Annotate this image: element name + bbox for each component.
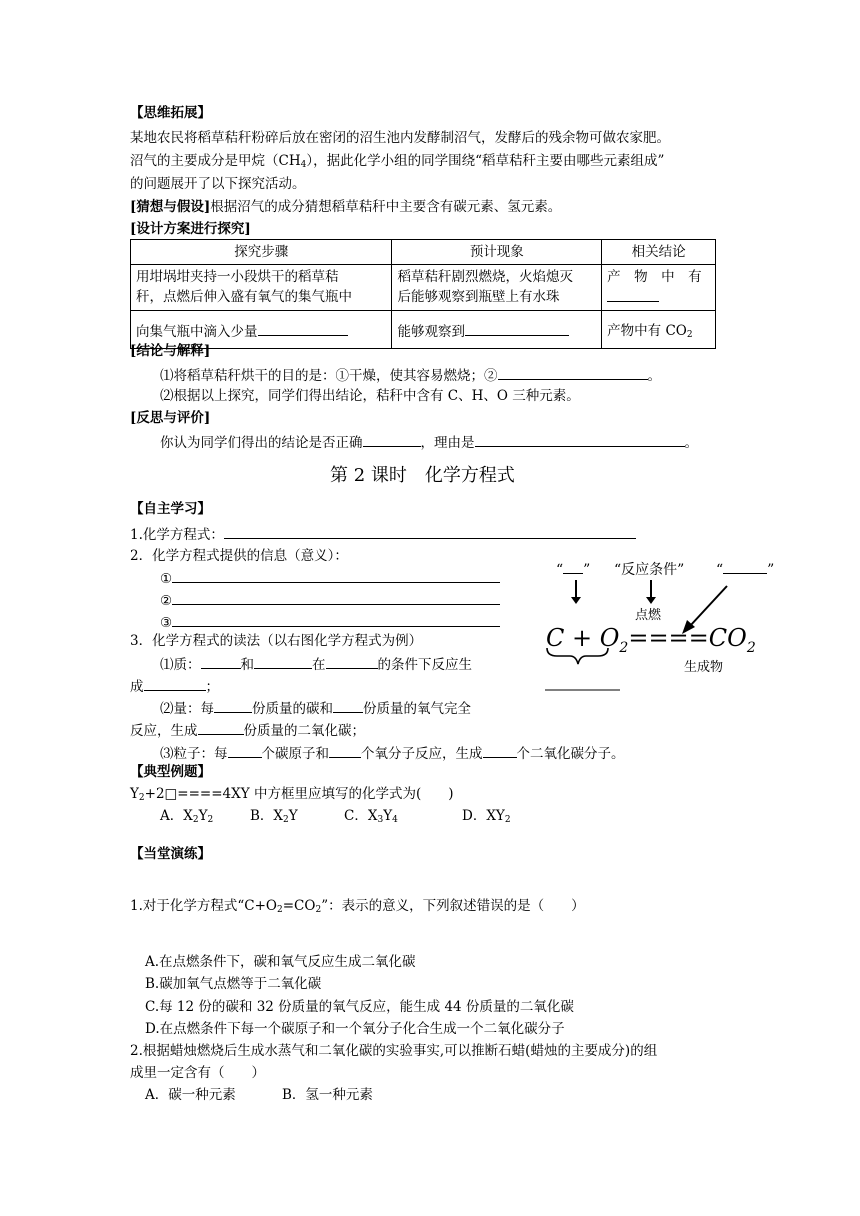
practice-q1-option-d[interactable]: D.在点燃条件下每一个碳原子和一个氧分子化合生成一个二氧化碳分子: [145, 1021, 565, 1037]
reflection-text: 你认为同学们得出的结论是否正确 ，理由是 。: [160, 432, 698, 452]
intro-line-1: 某地农民将稻草秸秆粉碎后放在密闭的沼生池内发酵制沼气，发酵后的残余物可做农家肥。: [130, 130, 670, 146]
example-option-d[interactable]: D．$XY_2$: [462, 808, 511, 825]
design-label: [设计方案进行探究]: [130, 221, 251, 237]
practice-q2-line-2: 成里一定含有（ ）: [130, 1065, 265, 1081]
blank-line[interactable]: [254, 654, 312, 669]
table-cell: 能够观察到: [392, 311, 602, 349]
example-option-a[interactable]: A．$X_2Y_2$: [160, 808, 214, 825]
table-header-row: [131, 240, 716, 265]
blank-line[interactable]: [329, 743, 361, 758]
section-heading-thinking: 【思维拓展】: [130, 105, 211, 121]
table-row: [131, 265, 716, 311]
intro-line-3: 的问题展开了以下探究活动。: [130, 176, 306, 192]
label-plus: “ ”: [556, 562, 591, 578]
blank-line[interactable]: [144, 676, 206, 691]
blank-line[interactable]: [258, 321, 348, 336]
reading-particles: ⑶粒子：每 个碳原子和 个氧分子反应，生成 个二氧化碳分子。: [160, 743, 625, 763]
blank-line[interactable]: [228, 743, 262, 758]
product-label: 生成物: [684, 660, 724, 675]
blank-line[interactable]: [498, 365, 648, 380]
blank-line[interactable]: [172, 612, 500, 627]
self-study-q3: 3．化学方程式的读法（以右图化学方程式为例）: [130, 633, 423, 649]
conclusion-1: ⑴将稻草秸秆烘干的目的是：①干燥，使其容易燃烧；② 。: [160, 365, 661, 385]
blank-line[interactable]: [214, 698, 252, 713]
section-heading-self-study: 【自主学习】: [130, 501, 211, 517]
conclusion-label: [结论与解释]: [130, 343, 211, 359]
blank-line[interactable]: [224, 524, 636, 539]
label-blank: “ ”: [716, 562, 775, 578]
experiment-table: [130, 239, 716, 349]
practice-q1-option-c[interactable]: C.每 12 份的碳和 32 份质量的氧气反应，能生成 44 份质量的二氧化碳: [145, 999, 574, 1015]
blank-line[interactable]: [363, 432, 421, 447]
practice-q1-option-b[interactable]: B.碳加氧气点燃等于二氧化碳: [145, 976, 322, 992]
label-condition: “反应条件”: [614, 562, 685, 578]
meaning-3: ③: [160, 612, 500, 632]
table-cell: 向集气瓶中滴入少量: [131, 311, 392, 349]
blank-line[interactable]: [172, 568, 500, 583]
reading-quality-cont: 成 ；: [130, 676, 219, 696]
blank-line[interactable]: [333, 698, 363, 713]
blank-line[interactable]: [483, 743, 517, 758]
condition-label: 点燃: [635, 608, 662, 623]
practice-q1-option-a[interactable]: A.在点燃条件下，碳和氧气反应生成二氧化碳: [145, 954, 416, 970]
reflection-label: [反思与评价]: [130, 410, 211, 426]
table-header: 相关结论: [602, 240, 716, 265]
table-row: [131, 311, 716, 349]
table-cell: 产 物 中 有: [602, 265, 716, 311]
hypothesis: [猜想与假设]根据沼气的成分猜想稻草秸秆中主要含有碳元素、氢元素。: [130, 199, 562, 215]
lesson-title: 第 2 课时 化学方程式: [330, 465, 515, 486]
reading-quality: ⑴质： 和 在 的条件下反应生: [160, 654, 472, 674]
arrow-down-icon: [571, 597, 581, 604]
table-header: 预计现象: [392, 240, 602, 265]
arrow-down-icon: [646, 597, 656, 604]
chemical-equation: $C + O_2====CO_2$: [546, 624, 756, 656]
reading-quantity-cont: 反应，生成 份质量的二氧化碳；: [130, 720, 365, 740]
table-cell: 产物中有 $CO_2$: [602, 311, 716, 349]
practice-q2-option-b[interactable]: B．氢一种元素: [282, 1087, 373, 1103]
blank-line[interactable]: [172, 590, 500, 605]
blank-line[interactable]: [475, 432, 685, 447]
meaning-2: ②: [160, 590, 500, 610]
practice-q1: 1.对于化学方程式“$C+O_2=CO_2$”：表示的意义，下列叙述错误的是（ ）: [130, 898, 585, 915]
blank-line[interactable]: [326, 654, 378, 669]
practice-q2-option-a[interactable]: A．碳一种元素: [145, 1087, 236, 1103]
blank-line[interactable]: [201, 654, 241, 669]
table-header: 探究步骤: [131, 240, 392, 265]
example-question: $Y_2+2□====4XY$ 中方框里应填写的化学式为( ): [130, 786, 454, 803]
blank-line[interactable]: [198, 720, 244, 735]
example-option-b[interactable]: B．$X_2Y$: [250, 808, 298, 825]
section-heading-example: 【典型例题】: [130, 764, 211, 780]
table-cell: 稻草秸秆剧烈燃烧，火焰熄灭 后能够观察到瓶壁上有水珠: [392, 265, 602, 311]
conclusion-2: ⑵根据以上探究，同学们得出结论，秸秆中含有 C、H、O 三种元素。: [160, 388, 580, 404]
blank-line[interactable]: [465, 321, 569, 336]
practice-q2-line-1: 2.根据蜡烛燃烧后生成水蒸气和二氧化碳的实验事实,可以推断石蜡(蜡烛的主要成分)的组: [130, 1043, 658, 1059]
reading-quantity: ⑵量：每 份质量的碳和 份质量的氧气完全: [160, 698, 471, 718]
section-heading-practice: 【当堂演练】: [130, 846, 211, 862]
example-option-c[interactable]: C．$X_3Y_4$: [344, 808, 398, 825]
self-study-q1: 1.化学方程式：: [130, 524, 636, 544]
meaning-1: ①: [160, 568, 500, 588]
self-study-q2: 2．化学方程式提供的信息（意义）：: [130, 548, 348, 564]
intro-line-2: 沼气的主要成分是甲烷$(CH_4)$，据此化学小组的同学围绕“稻草秸秆主要由哪些元素组成”: [130, 153, 665, 170]
table-cell: 用坩埚坩夹持一小段烘干的稻草秸 秆，点燃后伸入盛有氧气的集气瓶中: [131, 265, 392, 311]
blank-line[interactable]: [607, 287, 659, 302]
